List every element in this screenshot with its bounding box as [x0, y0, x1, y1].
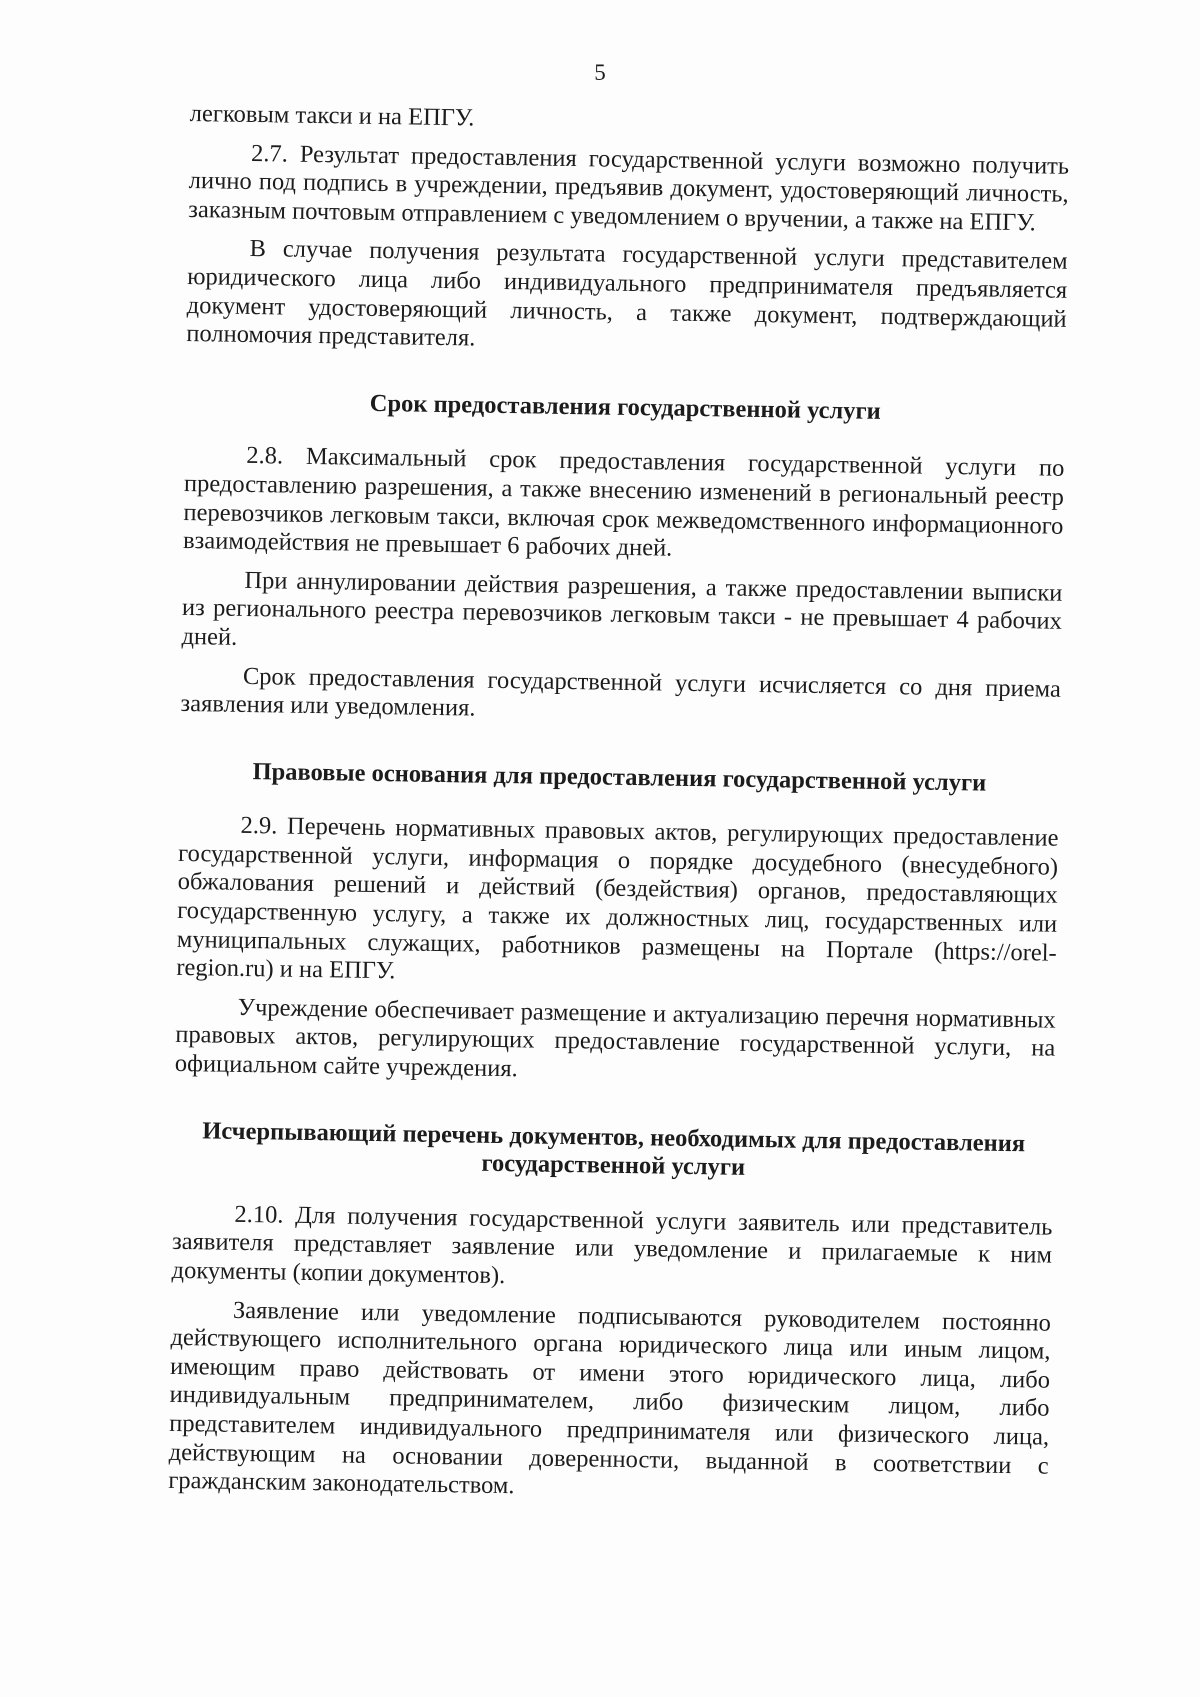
paragraph-annulment: При аннулировании действия разрешения, а также предоставлении выписки из регионального реестра перевозчиков легковым такси - не превышает 4 рабочих дней.: [181, 566, 1063, 651]
paragraph-institution-publishing: Учреждение обеспечивает размещение и актуализацию перечня нормативных правовых актов, регулирующих предоставление государственной услуги, на официальном сайте учреждения.: [174, 993, 1056, 1083]
paragraph-representative-result: В случае получения результата государственной услуги представителем юридического лица либо индивидуального предпринимателя предъявляется документ удостоверяющий личность, а также документ, подтверждающий полномочия представителя.: [186, 235, 1068, 352]
section-heading-documents: [173, 1116, 1054, 1187]
section-heading-term: Срок предоставления государственной услуги: [369, 389, 881, 425]
section-heading-legal-basis: Правовые основания для предоставления государственной услуги: [252, 757, 987, 797]
paragraph-2-7: 2.7. Результат предоставления государственной услуги возможно получить лично под подпись в учреждении, предъявив документ, удостоверяющий личность, заказным почтовым отправлением с уведомлением о вручении, а также на ЕПГУ.: [188, 139, 1070, 237]
paragraph-2-9: 2.9. Перечень нормативных правовых актов, регулирующих предоставление государственной услуги, информация о порядке досудебного (внесудебного) обжалования решений и действий (бездействия) органов, предоставляющих государственную услугу, а также их должностных лиц, государственных или муниципальных служащих, работников размещены на Портале (https://orel-region.ru) и на ЕПГУ.: [176, 812, 1059, 985]
section-heading-documents-line-2: государственной услуги: [481, 1149, 746, 1182]
paragraph-2-10: 2.10. Для получения государственной услуги заявитель или представитель заявителя представляет заявление или уведомление и прилагаемые к ним документы (копии документов).: [171, 1200, 1053, 1290]
paragraph-term-calculation: Срок предоставления государственной услуги исчисляется со дня приема заявления или уведомления.: [180, 662, 1062, 722]
document-body: [168, 100, 1070, 1519]
section-heading-documents-line-1: Исчерпывающий перечень документов, необходимых для предоставления: [202, 1116, 1026, 1157]
page-number: 5: [594, 60, 606, 85]
paragraph-signature: Заявление или уведомление подписываются руководителем постоянно действующего исполнительного органа юридического лица или иным лицом, имеющим право действовать от имени этого юридического лица, либо индивидуальным предпринимателем, либо физическим лицом, либо представителем индивидуального предпринимателя или физического лица, действующим на основании доверенности, выданной в соответствии с гражданским законодательством.: [168, 1296, 1052, 1500]
paragraph-2-8: 2.8. Максимальный срок предоставления государственной услуги по предоставлению разрешения, а также внесению изменений в региональный реестр перевозчиков легковым такси, включая срок межведомственного информационного взаимодействия не превышает 6 рабочих дней.: [182, 442, 1065, 562]
paragraph-continuation: легковым такси и на ЕПГУ.: [189, 100, 475, 132]
